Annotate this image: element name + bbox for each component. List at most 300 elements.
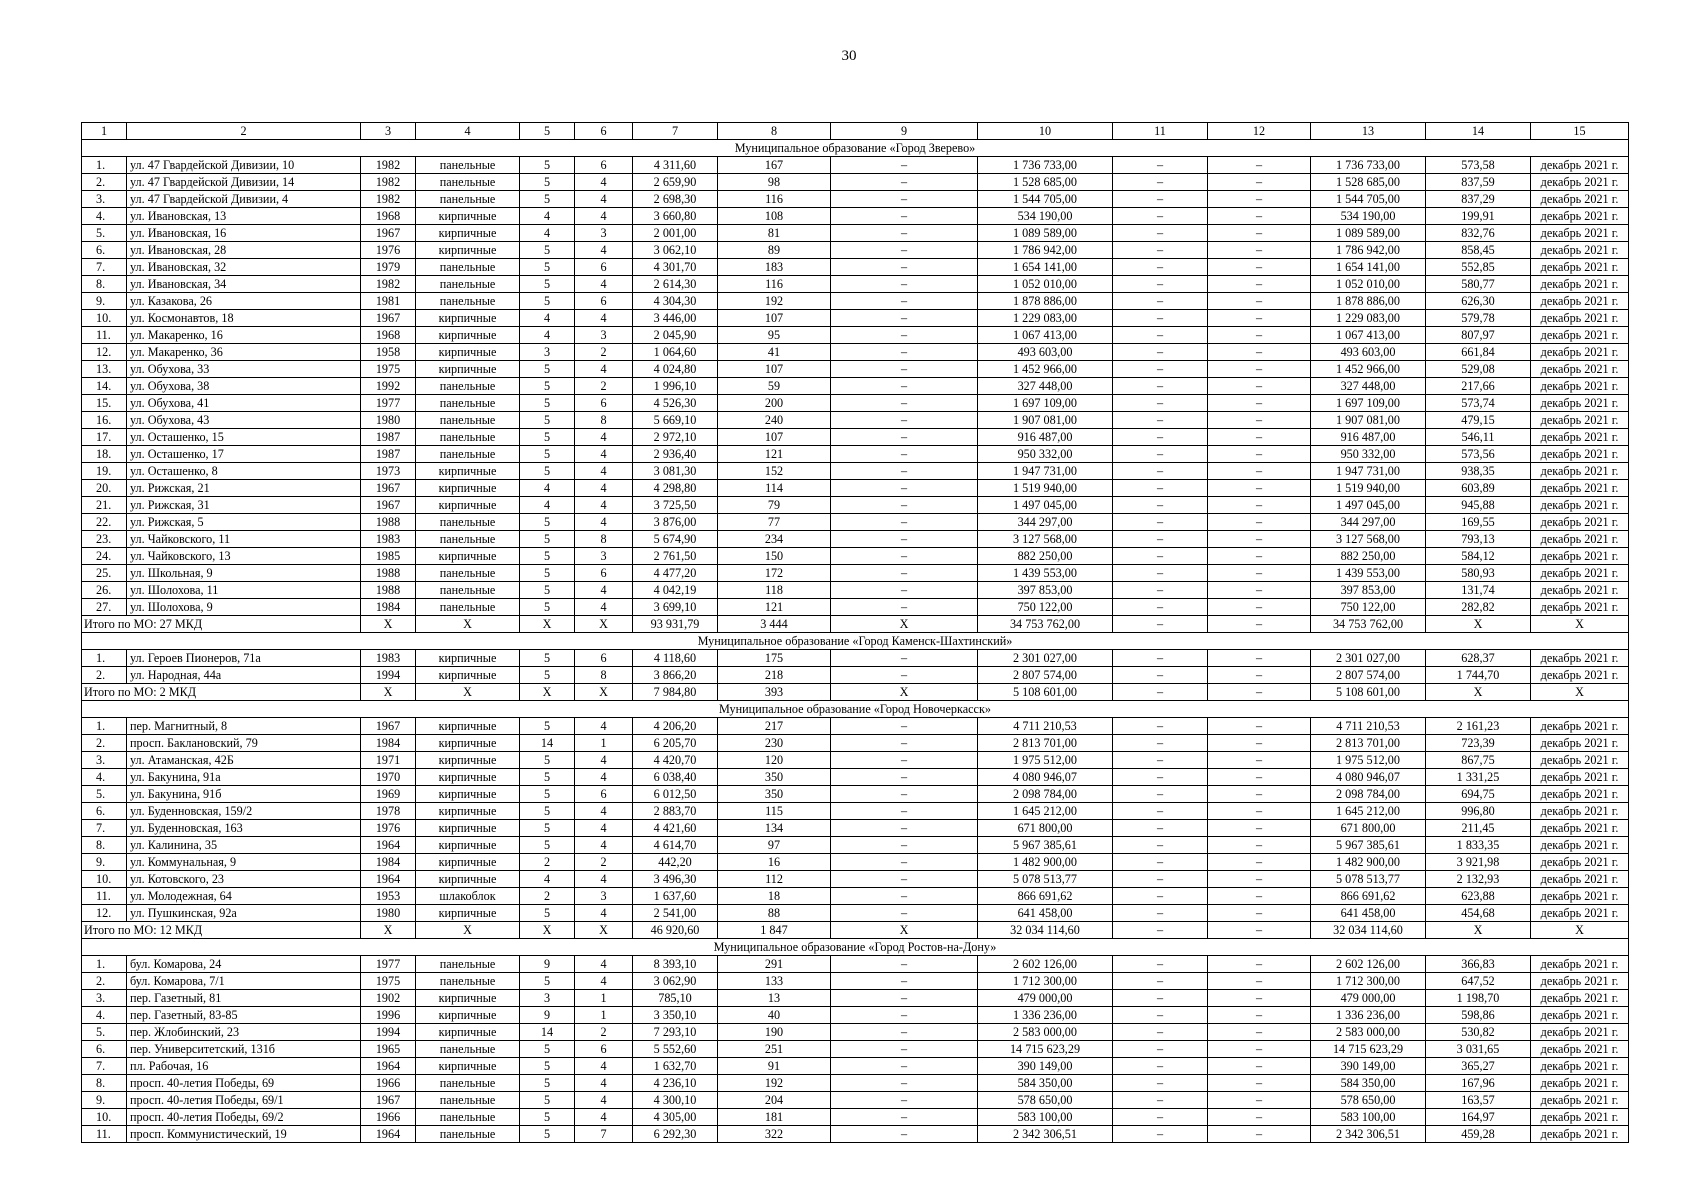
table-cell: – bbox=[831, 871, 978, 888]
table-cell: кирпичные bbox=[416, 1007, 520, 1024]
table-cell: 5 bbox=[520, 752, 575, 769]
table-cell: декабрь 2021 г. bbox=[1531, 667, 1629, 684]
table-cell: панельные bbox=[416, 582, 520, 599]
table-cell: 217 bbox=[718, 718, 831, 735]
table-cell: 1 544 705,00 bbox=[978, 191, 1113, 208]
table-cell: 1969 bbox=[361, 786, 416, 803]
table-cell: – bbox=[1113, 1126, 1208, 1143]
table-cell: 1. bbox=[82, 956, 127, 973]
table-cell: – bbox=[1113, 803, 1208, 820]
page-number: 30 bbox=[841, 48, 857, 64]
table-cell: 3 350,10 bbox=[633, 1007, 718, 1024]
table-cell: ул. Героев Пионеров, 71а bbox=[127, 650, 361, 667]
table-cell: 1994 bbox=[361, 667, 416, 684]
table-row bbox=[82, 718, 1629, 735]
table-cell: декабрь 2021 г. bbox=[1531, 174, 1629, 191]
table-cell: 1968 bbox=[361, 327, 416, 344]
table-cell: – bbox=[1208, 174, 1311, 191]
table-cell: – bbox=[1208, 735, 1311, 752]
table-cell: 1964 bbox=[361, 1058, 416, 1075]
table-cell: 181 bbox=[718, 1109, 831, 1126]
table-cell: 10. bbox=[82, 310, 127, 327]
table-cell: 4 118,60 bbox=[633, 650, 718, 667]
table-cell: – bbox=[1113, 548, 1208, 565]
table-cell: 2 001,00 bbox=[633, 225, 718, 242]
table-cell: 442,20 bbox=[633, 854, 718, 871]
table-cell: 6. bbox=[82, 242, 127, 259]
table-cell: декабрь 2021 г. bbox=[1531, 1092, 1629, 1109]
table-cell: 1984 bbox=[361, 599, 416, 616]
table-cell: 3 127 568,00 bbox=[978, 531, 1113, 548]
table-row bbox=[82, 157, 1629, 174]
table-cell: – bbox=[1113, 684, 1208, 701]
table-cell: ул. Ивановская, 34 bbox=[127, 276, 361, 293]
table-cell: 1966 bbox=[361, 1109, 416, 1126]
table-cell: 107 bbox=[718, 310, 831, 327]
table-cell: декабрь 2021 г. bbox=[1531, 820, 1629, 837]
table-cell: 8. bbox=[82, 837, 127, 854]
table-cell: 41 bbox=[718, 344, 831, 361]
table-cell: 4 bbox=[575, 463, 633, 480]
table-cell: 1 064,60 bbox=[633, 344, 718, 361]
table-cell: 10. bbox=[82, 1109, 127, 1126]
table-cell: 4 bbox=[575, 752, 633, 769]
table-cell: ул. Буденновская, 159/2 bbox=[127, 803, 361, 820]
table-cell: – bbox=[1208, 1007, 1311, 1024]
table-cell: Муниципальное образование «Город Ростов-на-Дону» bbox=[82, 939, 1629, 956]
table-row bbox=[82, 786, 1629, 803]
table-cell: 2 bbox=[575, 378, 633, 395]
table-cell: 583 100,00 bbox=[978, 1109, 1113, 1126]
table-cell: 2 761,50 bbox=[633, 548, 718, 565]
table-cell: 7. bbox=[82, 259, 127, 276]
table-cell: 14 bbox=[520, 735, 575, 752]
table-cell: 5 bbox=[520, 582, 575, 599]
table-cell: 4 305,00 bbox=[633, 1109, 718, 1126]
table-cell: 1 907 081,00 bbox=[978, 412, 1113, 429]
table-cell: – bbox=[1208, 531, 1311, 548]
table-cell: 95 bbox=[718, 327, 831, 344]
table-cell: панельные bbox=[416, 1092, 520, 1109]
table-cell: 1983 bbox=[361, 650, 416, 667]
table-cell: декабрь 2021 г. bbox=[1531, 752, 1629, 769]
table-cell: – bbox=[1208, 446, 1311, 463]
table-cell: – bbox=[831, 310, 978, 327]
table-cell: 390 149,00 bbox=[978, 1058, 1113, 1075]
table-cell: 4 526,30 bbox=[633, 395, 718, 412]
table-cell: – bbox=[1113, 871, 1208, 888]
table-cell: 282,82 bbox=[1426, 599, 1531, 616]
table-cell: 217,66 bbox=[1426, 378, 1531, 395]
table-cell: – bbox=[1113, 905, 1208, 922]
table-cell: 1 544 705,00 bbox=[1311, 191, 1426, 208]
table-cell: декабрь 2021 г. bbox=[1531, 854, 1629, 871]
table-cell: – bbox=[831, 531, 978, 548]
table-cell: панельные bbox=[416, 429, 520, 446]
table-row bbox=[82, 480, 1629, 497]
table-cell: 2 698,30 bbox=[633, 191, 718, 208]
table-cell: декабрь 2021 г. bbox=[1531, 599, 1629, 616]
table-cell: 8 bbox=[575, 667, 633, 684]
table-cell: 573,74 bbox=[1426, 395, 1531, 412]
table-cell: – bbox=[1208, 497, 1311, 514]
table-cell: 5 bbox=[520, 803, 575, 820]
table-cell: – bbox=[831, 888, 978, 905]
table-cell: ул. Чайковского, 13 bbox=[127, 548, 361, 565]
table-cell: 114 bbox=[718, 480, 831, 497]
table-cell: 1 697 109,00 bbox=[1311, 395, 1426, 412]
table-cell: – bbox=[1208, 242, 1311, 259]
table-cell: – bbox=[831, 599, 978, 616]
table-cell: декабрь 2021 г. bbox=[1531, 225, 1629, 242]
table-cell: 8 bbox=[575, 412, 633, 429]
table-cell: – bbox=[1208, 684, 1311, 701]
table-cell: ул. Чайковского, 11 bbox=[127, 531, 361, 548]
table-cell: 10. bbox=[82, 871, 127, 888]
table-cell: – bbox=[831, 650, 978, 667]
table-cell: 1 bbox=[575, 990, 633, 1007]
table-cell: декабрь 2021 г. bbox=[1531, 480, 1629, 497]
table-cell: – bbox=[831, 1041, 978, 1058]
table-cell: ул. Осташенко, 17 bbox=[127, 446, 361, 463]
table-cell: – bbox=[1208, 1041, 1311, 1058]
table-cell: 2. bbox=[82, 735, 127, 752]
table-cell: – bbox=[831, 225, 978, 242]
table-cell: 18 bbox=[718, 888, 831, 905]
table-cell: – bbox=[1208, 1092, 1311, 1109]
table-row bbox=[82, 497, 1629, 514]
table-cell: 1953 bbox=[361, 888, 416, 905]
table-row bbox=[82, 854, 1629, 871]
table-cell: декабрь 2021 г. bbox=[1531, 888, 1629, 905]
table-cell: декабрь 2021 г. bbox=[1531, 378, 1629, 395]
table-cell: 5 bbox=[520, 123, 575, 140]
table-cell: – bbox=[831, 1126, 978, 1143]
table-row bbox=[82, 565, 1629, 582]
table-cell: – bbox=[1208, 412, 1311, 429]
table-cell: ул. Бакунина, 91а bbox=[127, 769, 361, 786]
table-row bbox=[82, 1109, 1629, 1126]
table-cell: 5 bbox=[520, 531, 575, 548]
table-cell: 9 bbox=[520, 956, 575, 973]
table-cell: 1 229 083,00 bbox=[978, 310, 1113, 327]
table-cell: просп. 40-летия Победы, 69 bbox=[127, 1075, 361, 1092]
table-cell: 1996 bbox=[361, 1007, 416, 1024]
table-cell: просп. 40-летия Победы, 69/2 bbox=[127, 1109, 361, 1126]
table-cell: 454,68 bbox=[1426, 905, 1531, 922]
table-cell: Итого по МО: 12 МКД bbox=[82, 922, 361, 939]
table-cell: 5 bbox=[520, 429, 575, 446]
table-cell: – bbox=[1113, 174, 1208, 191]
table-cell: 1 528 685,00 bbox=[978, 174, 1113, 191]
table-cell: – bbox=[1113, 1041, 1208, 1058]
table-cell: 199,91 bbox=[1426, 208, 1531, 225]
table-cell: 4 bbox=[575, 514, 633, 531]
table-row bbox=[82, 599, 1629, 616]
table-cell: панельные bbox=[416, 514, 520, 531]
table-cell: кирпичные bbox=[416, 769, 520, 786]
table-cell: – bbox=[1208, 480, 1311, 497]
table-cell: 14 bbox=[520, 1024, 575, 1041]
table-cell: 120 bbox=[718, 752, 831, 769]
table-cell: просп. Баклановский, 79 bbox=[127, 735, 361, 752]
table-cell: 1980 bbox=[361, 412, 416, 429]
table-cell: 4 bbox=[575, 803, 633, 820]
table-cell: – bbox=[1208, 990, 1311, 1007]
table-cell: 2 098 784,00 bbox=[978, 786, 1113, 803]
table-cell: 1967 bbox=[361, 480, 416, 497]
table-cell: 322 bbox=[718, 1126, 831, 1143]
table-cell: ул. Обухова, 43 bbox=[127, 412, 361, 429]
table-cell: 493 603,00 bbox=[978, 344, 1113, 361]
table-cell: – bbox=[1113, 769, 1208, 786]
table-cell: 12. bbox=[82, 905, 127, 922]
table-cell: 4 bbox=[575, 837, 633, 854]
table-cell: – bbox=[1208, 344, 1311, 361]
table-row bbox=[82, 752, 1629, 769]
table-cell: 866 691,62 bbox=[1311, 888, 1426, 905]
table-cell: 4 bbox=[575, 599, 633, 616]
table-cell: 4 bbox=[575, 769, 633, 786]
table-cell: 1 996,10 bbox=[633, 378, 718, 395]
table-cell: X bbox=[1531, 684, 1629, 701]
table-cell: X bbox=[831, 684, 978, 701]
table-cell: 1977 bbox=[361, 395, 416, 412]
table-cell: 3 081,30 bbox=[633, 463, 718, 480]
table-row bbox=[82, 735, 1629, 752]
table-cell: – bbox=[1208, 191, 1311, 208]
table-cell: 5 967 385,61 bbox=[978, 837, 1113, 854]
table-cell: 3 bbox=[520, 990, 575, 1007]
table-cell: декабрь 2021 г. bbox=[1531, 242, 1629, 259]
table-cell: 866 691,62 bbox=[978, 888, 1113, 905]
table-row bbox=[82, 1024, 1629, 1041]
table-cell: 5 bbox=[520, 820, 575, 837]
table-cell: 785,10 bbox=[633, 990, 718, 1007]
table-cell: 5. bbox=[82, 225, 127, 242]
table-cell: – bbox=[1113, 565, 1208, 582]
table-cell: – bbox=[1208, 1075, 1311, 1092]
table-cell: X bbox=[575, 684, 633, 701]
table-cell: 16 bbox=[718, 854, 831, 871]
municipality-header-row bbox=[82, 633, 1629, 650]
table-cell: 5 078 513,77 bbox=[978, 871, 1113, 888]
table-cell: – bbox=[1113, 429, 1208, 446]
table-cell: 1 697 109,00 bbox=[978, 395, 1113, 412]
table-cell: 4 bbox=[575, 191, 633, 208]
table-cell: – bbox=[1208, 1024, 1311, 1041]
table-cell: декабрь 2021 г. bbox=[1531, 208, 1629, 225]
table-cell: 163,57 bbox=[1426, 1092, 1531, 1109]
table-cell: ул. 47 Гвардейской Дивизии, 4 bbox=[127, 191, 361, 208]
table-cell: X bbox=[520, 922, 575, 939]
table-cell: 4 bbox=[575, 973, 633, 990]
table-row bbox=[82, 990, 1629, 1007]
table-cell: 6 038,40 bbox=[633, 769, 718, 786]
table-cell: декабрь 2021 г. bbox=[1531, 514, 1629, 531]
table-cell: ул. Осташенко, 15 bbox=[127, 429, 361, 446]
table-cell: 116 bbox=[718, 191, 831, 208]
table-cell: – bbox=[1208, 463, 1311, 480]
table-cell: 1982 bbox=[361, 174, 416, 191]
table-cell: 20. bbox=[82, 480, 127, 497]
table-cell: – bbox=[1208, 803, 1311, 820]
table-cell: X bbox=[361, 922, 416, 939]
table-cell: 1987 bbox=[361, 446, 416, 463]
table-cell: кирпичные bbox=[416, 650, 520, 667]
table-cell: 2 132,93 bbox=[1426, 871, 1531, 888]
table-cell: 1966 bbox=[361, 1075, 416, 1092]
table-cell: 5 669,10 bbox=[633, 412, 718, 429]
table-cell: 2 936,40 bbox=[633, 446, 718, 463]
table-cell: кирпичные bbox=[416, 242, 520, 259]
table-cell: 211,45 bbox=[1426, 820, 1531, 837]
table-cell: ул. Рижская, 31 bbox=[127, 497, 361, 514]
table-cell: 867,75 bbox=[1426, 752, 1531, 769]
table-cell: 3 062,90 bbox=[633, 973, 718, 990]
table-cell: – bbox=[831, 769, 978, 786]
table-cell: 580,77 bbox=[1426, 276, 1531, 293]
table-cell: ул. Обухова, 33 bbox=[127, 361, 361, 378]
table-cell: 1 336 236,00 bbox=[1311, 1007, 1426, 1024]
table-cell: 2 813 701,00 bbox=[1311, 735, 1426, 752]
table-cell: декабрь 2021 г. bbox=[1531, 1109, 1629, 1126]
table-cell: – bbox=[831, 1109, 978, 1126]
table-cell: – bbox=[1208, 786, 1311, 803]
table-cell: 169,55 bbox=[1426, 514, 1531, 531]
table-cell: – bbox=[831, 956, 978, 973]
table-cell: 603,89 bbox=[1426, 480, 1531, 497]
table-cell: 4. bbox=[82, 208, 127, 225]
table-cell: 3 446,00 bbox=[633, 310, 718, 327]
table-cell: 1979 bbox=[361, 259, 416, 276]
table-cell: кирпичные bbox=[416, 1058, 520, 1075]
table-cell: 5 967 385,61 bbox=[1311, 837, 1426, 854]
table-cell: 647,52 bbox=[1426, 973, 1531, 990]
table-cell: кирпичные bbox=[416, 837, 520, 854]
table-cell: – bbox=[1113, 327, 1208, 344]
housing-repair-table bbox=[81, 122, 1629, 1143]
table-cell: ул. Школьная, 9 bbox=[127, 565, 361, 582]
table-cell: 2 bbox=[127, 123, 361, 140]
table-cell: X bbox=[361, 684, 416, 701]
table-cell: пл. Рабочая, 16 bbox=[127, 1058, 361, 1075]
table-cell: 1 331,25 bbox=[1426, 769, 1531, 786]
table-cell: 916 487,00 bbox=[1311, 429, 1426, 446]
table-cell: 79 bbox=[718, 497, 831, 514]
table-cell: 98 bbox=[718, 174, 831, 191]
table-cell: пер. Газетный, 81 bbox=[127, 990, 361, 1007]
table-cell: 493 603,00 bbox=[1311, 344, 1426, 361]
table-cell: 5 bbox=[520, 1126, 575, 1143]
table-cell: X bbox=[416, 922, 520, 939]
table-cell: 7 bbox=[633, 123, 718, 140]
table-cell: 6 bbox=[575, 123, 633, 140]
table-cell: 580,93 bbox=[1426, 565, 1531, 582]
table-cell: – bbox=[831, 514, 978, 531]
table-cell: – bbox=[1113, 752, 1208, 769]
table-cell: 2 602 126,00 bbox=[978, 956, 1113, 973]
table-cell: 4 311,60 bbox=[633, 157, 718, 174]
table-row bbox=[82, 327, 1629, 344]
table-cell: 530,82 bbox=[1426, 1024, 1531, 1041]
table-cell: 2 bbox=[575, 344, 633, 361]
table-cell: 3 699,10 bbox=[633, 599, 718, 616]
table-cell: 6 205,70 bbox=[633, 735, 718, 752]
table-cell: – bbox=[1113, 1109, 1208, 1126]
table-cell: – bbox=[1208, 973, 1311, 990]
table-cell: 2 614,30 bbox=[633, 276, 718, 293]
table-cell: 2 883,70 bbox=[633, 803, 718, 820]
table-cell: 390 149,00 bbox=[1311, 1058, 1426, 1075]
table-cell: – bbox=[1113, 1007, 1208, 1024]
table-cell: 598,86 bbox=[1426, 1007, 1531, 1024]
table-cell: 167,96 bbox=[1426, 1075, 1531, 1092]
table-cell: 1967 bbox=[361, 1092, 416, 1109]
table-cell: декабрь 2021 г. bbox=[1531, 1007, 1629, 1024]
table-cell: 8. bbox=[82, 1075, 127, 1092]
table-cell: 1983 bbox=[361, 531, 416, 548]
table-cell: 4 080 946,07 bbox=[978, 769, 1113, 786]
table-cell: 641 458,00 bbox=[1311, 905, 1426, 922]
table-cell: 118 bbox=[718, 582, 831, 599]
table-cell: 4 bbox=[575, 242, 633, 259]
table-cell: 1976 bbox=[361, 242, 416, 259]
table-row bbox=[82, 174, 1629, 191]
table-cell: 5 bbox=[520, 174, 575, 191]
table-row bbox=[82, 837, 1629, 854]
table-cell: – bbox=[1113, 956, 1208, 973]
table-cell: 1 878 886,00 bbox=[978, 293, 1113, 310]
table-cell: 3 660,80 bbox=[633, 208, 718, 225]
table-row bbox=[82, 1092, 1629, 1109]
table-cell: 89 bbox=[718, 242, 831, 259]
table-cell: 4 bbox=[520, 497, 575, 514]
table-cell: 34 753 762,00 bbox=[1311, 616, 1426, 633]
table-cell: X bbox=[416, 684, 520, 701]
table-row bbox=[82, 650, 1629, 667]
table-row bbox=[82, 259, 1629, 276]
table-cell: 1902 bbox=[361, 990, 416, 1007]
table-cell: 150 bbox=[718, 548, 831, 565]
table-cell: – bbox=[1208, 276, 1311, 293]
table-cell: 1980 bbox=[361, 905, 416, 922]
table-cell: – bbox=[1208, 259, 1311, 276]
table-cell: – bbox=[831, 480, 978, 497]
table-cell: – bbox=[831, 837, 978, 854]
table-cell: 46 920,60 bbox=[633, 922, 718, 939]
table-cell: – bbox=[831, 497, 978, 514]
table-cell: 916 487,00 bbox=[978, 429, 1113, 446]
table-cell: 4 206,20 bbox=[633, 718, 718, 735]
table-cell: 5 bbox=[520, 1092, 575, 1109]
table-cell: ул. Котовского, 23 bbox=[127, 871, 361, 888]
table-cell: 2 bbox=[520, 854, 575, 871]
table-cell: 2 342 306,51 bbox=[1311, 1126, 1426, 1143]
table-cell: 1 452 966,00 bbox=[1311, 361, 1426, 378]
table-cell: 1 654 141,00 bbox=[1311, 259, 1426, 276]
table-cell: ул. Макаренко, 16 bbox=[127, 327, 361, 344]
table-cell: 91 bbox=[718, 1058, 831, 1075]
table-cell: кирпичные bbox=[416, 327, 520, 344]
table-cell: 22. bbox=[82, 514, 127, 531]
table-cell: 2 602 126,00 bbox=[1311, 956, 1426, 973]
table-cell: 2 541,00 bbox=[633, 905, 718, 922]
table-cell: 344 297,00 bbox=[978, 514, 1113, 531]
table-cell: 11. bbox=[82, 327, 127, 344]
table-cell: – bbox=[1208, 157, 1311, 174]
table-cell: – bbox=[1113, 650, 1208, 667]
